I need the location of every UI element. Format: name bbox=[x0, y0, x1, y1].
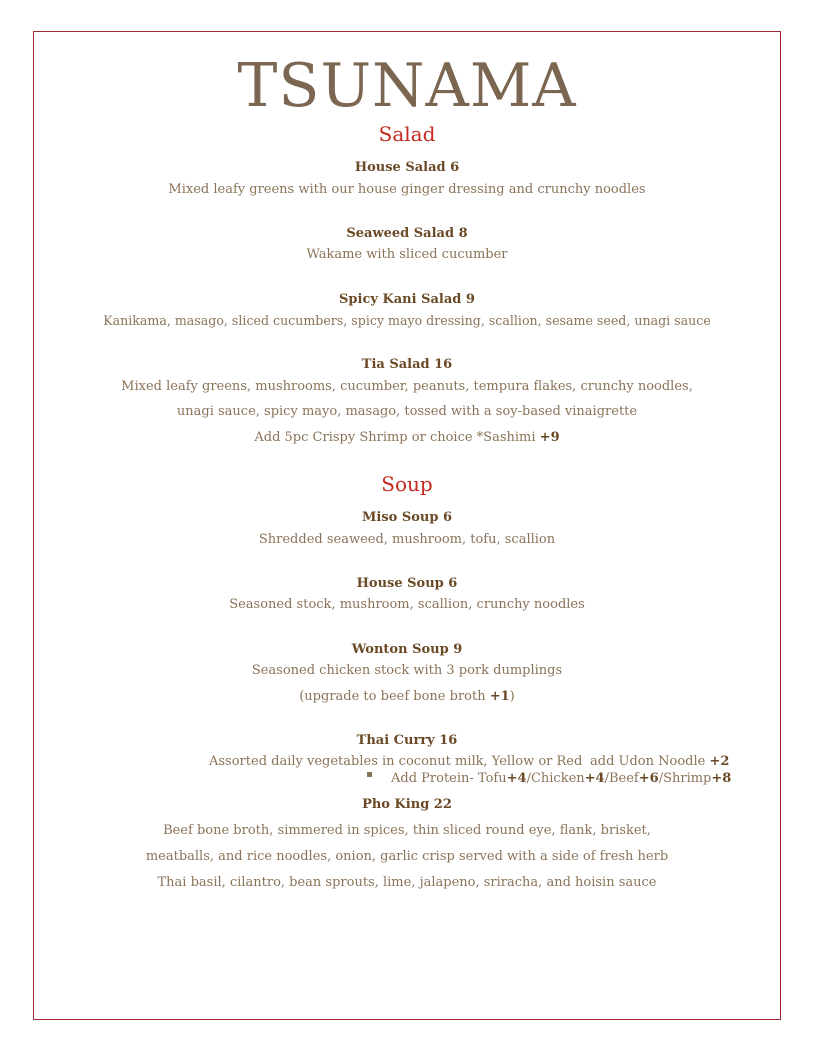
addon-text: Add 5pc Crispy Shrimp or choice *Sashimi bbox=[254, 430, 540, 445]
item-desc-pho-king-line2: meatballs, and rice noodles, onion, garlic crisp served with a side of fresh herb bbox=[145, 849, 669, 864]
menu-item-thai-curry: Thai Curry 16 bbox=[356, 733, 458, 748]
shrimp-price: +8 bbox=[711, 771, 732, 786]
item-addon-tia-salad bbox=[0, 429, 814, 447]
chicken-price: +4 bbox=[584, 771, 605, 786]
item-desc-pho-king-line1: Beef bone broth, simmered in spices, thin sliced round eye, flank, brisket, bbox=[163, 823, 651, 838]
shrimp-label: /Shrimp bbox=[658, 771, 712, 786]
item-upgrade-wonton-soup bbox=[0, 688, 814, 706]
menu-item-house-soup: House Soup 6 bbox=[356, 576, 458, 591]
item-desc-tia-salad-line2: unagi sauce, spicy mayo, masago, tossed with a soy-based vinaigrette bbox=[176, 404, 638, 419]
item-desc-miso-soup: Shredded seaweed, mushroom, tofu, scallion bbox=[258, 532, 556, 547]
item-desc-thai-curry: Assorted daily vegetables in coconut milk, Yellow or Red bbox=[209, 754, 583, 769]
udon-price: +2 bbox=[709, 754, 730, 769]
addon-price: +9 bbox=[539, 430, 560, 445]
chicken-label: /Chicken bbox=[526, 771, 585, 786]
item-desc-seaweed-salad: Wakame with sliced cucumber bbox=[306, 247, 508, 262]
item-addon-udon bbox=[590, 753, 729, 771]
beef-label: /Beef bbox=[604, 771, 639, 786]
item-desc-house-salad: Mixed leafy greens with our house ginger dressing and crunchy noodles bbox=[168, 182, 646, 197]
item-addon-protein bbox=[391, 770, 731, 788]
item-desc-pho-king-line3: Thai basil, cilantro, bean sprouts, lime, jalapeno, sriracha, and hoisin sauce bbox=[157, 875, 657, 890]
menu-item-miso-soup: Miso Soup 6 bbox=[361, 510, 453, 525]
item-desc-spicy-kani-salad: Kanikama, masago, sliced cucumbers, spicy mayo dressing, scallion, sesame seed, unagi sauce bbox=[103, 313, 711, 328]
udon-text: add Udon Noodle bbox=[590, 754, 710, 769]
upgrade-close: ) bbox=[509, 689, 515, 704]
protein-label: Add Protein- Tofu bbox=[391, 771, 507, 786]
item-desc-wonton-soup: Seasoned chicken stock with 3 pork dumplings bbox=[251, 663, 563, 678]
menu-item-spicy-kani-salad: Spicy Kani Salad 9 bbox=[339, 292, 475, 307]
section-heading-soup: Soup bbox=[381, 472, 433, 496]
menu-item-wonton-soup: Wonton Soup 9 bbox=[351, 642, 463, 657]
item-desc-house-soup: Seasoned stock, mushroom, scallion, crunchy noodles bbox=[229, 597, 585, 612]
menu-item-pho-king: Pho King 22 bbox=[362, 797, 452, 812]
beef-price: +6 bbox=[638, 771, 659, 786]
upgrade-price: +1 bbox=[489, 689, 510, 704]
bullet-icon bbox=[367, 772, 372, 777]
menu-item-house-salad: House Salad 6 bbox=[354, 160, 460, 175]
menu-item-seaweed-salad: Seaweed Salad 8 bbox=[346, 226, 468, 241]
upgrade-text: (upgrade to beef bone broth bbox=[299, 689, 490, 704]
item-desc-tia-salad-line1: Mixed leafy greens, mushrooms, cucumber, peanuts, tempura flakes, crunchy noodles, bbox=[121, 379, 693, 394]
restaurant-title: TSUNAMA bbox=[237, 51, 577, 121]
section-heading-salad: Salad bbox=[378, 122, 436, 146]
tofu-price: +4 bbox=[506, 771, 527, 786]
menu-item-tia-salad: Tia Salad 16 bbox=[361, 357, 453, 372]
